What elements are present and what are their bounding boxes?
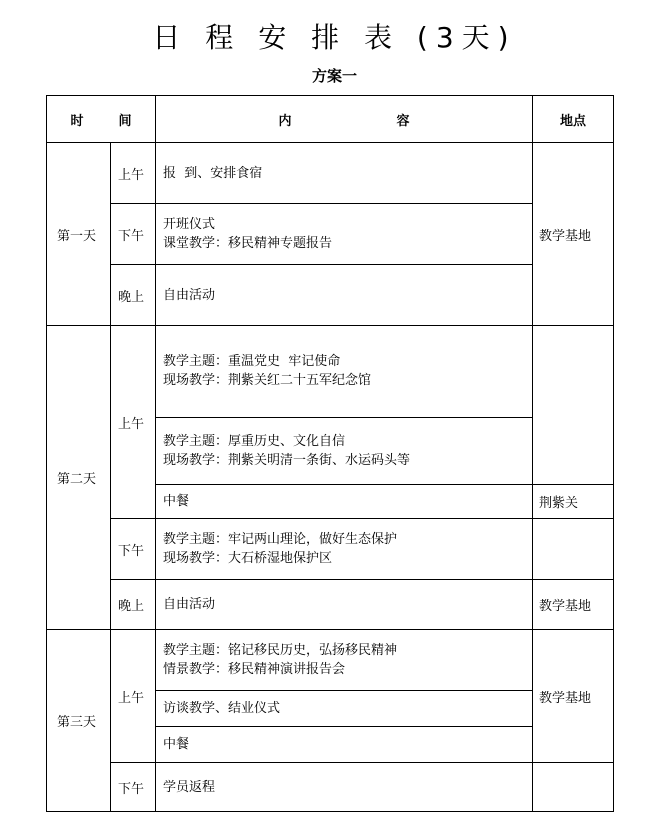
- segment-label: 晚上: [111, 580, 156, 630]
- header-content-char-2: 容: [396, 113, 410, 129]
- plan-subtitle: 方案一: [311, 67, 357, 85]
- table-row: [47, 630, 614, 691]
- location-cell: 荆紫关: [533, 485, 614, 519]
- table-row: [47, 143, 614, 204]
- schedule-content: [156, 265, 533, 326]
- location-cell: [533, 519, 614, 580]
- location-cell: [533, 326, 614, 485]
- schedule-content: [156, 418, 533, 485]
- schedule-content: [156, 143, 533, 204]
- content-line: 访谈教学、结业仪式: [163, 701, 281, 716]
- content-line: 自由活动: [163, 597, 216, 612]
- day-label: 第一天: [47, 143, 111, 326]
- segment-label: 下午: [111, 204, 156, 265]
- schedule-content: [156, 630, 533, 691]
- content-line: 现场教学：大石桥湿地保护区: [163, 551, 333, 566]
- header-time-char-1: 时: [70, 113, 84, 129]
- day-label: 第二天: [47, 326, 111, 630]
- header-row: [47, 96, 614, 143]
- schedule-content: [156, 763, 533, 812]
- schedule-content: [156, 485, 533, 519]
- content-line: 自由活动: [163, 287, 216, 303]
- table-row: [47, 763, 614, 812]
- segment-label: 晚上: [111, 265, 156, 326]
- segment-label: 下午: [111, 763, 156, 812]
- table-row: [47, 204, 614, 265]
- schedule-content: [156, 691, 533, 727]
- content-line: 教学主题：铭记移民历史，弘扬移民精神: [163, 643, 398, 658]
- content-line: 教学主题：牢记两山理论，做好生态保护: [163, 532, 398, 547]
- table-row: [47, 519, 614, 580]
- schedule-content: [156, 326, 533, 418]
- schedule-table: [46, 95, 614, 812]
- content-line: 课堂教学：移民精神专题报告: [163, 236, 333, 251]
- page-title: 日 程 安 排 表 (3天): [152, 21, 517, 54]
- content-line: 学员返程: [163, 779, 216, 795]
- header-location: 地点: [533, 96, 614, 143]
- content-line: 现场教学：荆紫关红二十五军纪念馆: [163, 373, 372, 388]
- table-row: [47, 580, 614, 630]
- content-line: 开班仪式: [163, 217, 216, 232]
- segment-label: 上午: [111, 630, 156, 763]
- header-content-char-1: 内: [278, 113, 292, 129]
- segment-label: 上午: [111, 326, 156, 519]
- content-line: 教学主题：重温党史 牢记使命: [163, 354, 341, 369]
- segment-label: 上午: [111, 143, 156, 204]
- segment-label: 下午: [111, 519, 156, 580]
- schedule-content: [156, 580, 533, 630]
- location-cell: 教学基地: [533, 630, 614, 763]
- header-time: [47, 96, 156, 143]
- location-cell: 教学基地: [533, 580, 614, 630]
- content-line: 教学主题：厚重历史、文化自信: [163, 434, 346, 449]
- content-line: 现场教学：荆紫关明清一条街、水运码头等: [163, 453, 411, 468]
- header-time-char-2: 间: [118, 113, 132, 129]
- content-line: 中餐: [163, 737, 190, 752]
- schedule-content: [156, 727, 533, 763]
- location-cell: [533, 763, 614, 812]
- location-cell: 教学基地: [533, 143, 614, 326]
- content-line: 报 到、安排食宿: [163, 165, 263, 181]
- content-line: 中餐: [163, 494, 190, 509]
- table-row: [47, 265, 614, 326]
- schedule-content: [156, 519, 533, 580]
- header-content: [156, 96, 533, 143]
- schedule-content: [156, 204, 533, 265]
- content-line: 情景教学：移民精神演讲报告会: [163, 662, 346, 677]
- day-label: 第三天: [47, 630, 111, 812]
- table-row: [47, 326, 614, 418]
